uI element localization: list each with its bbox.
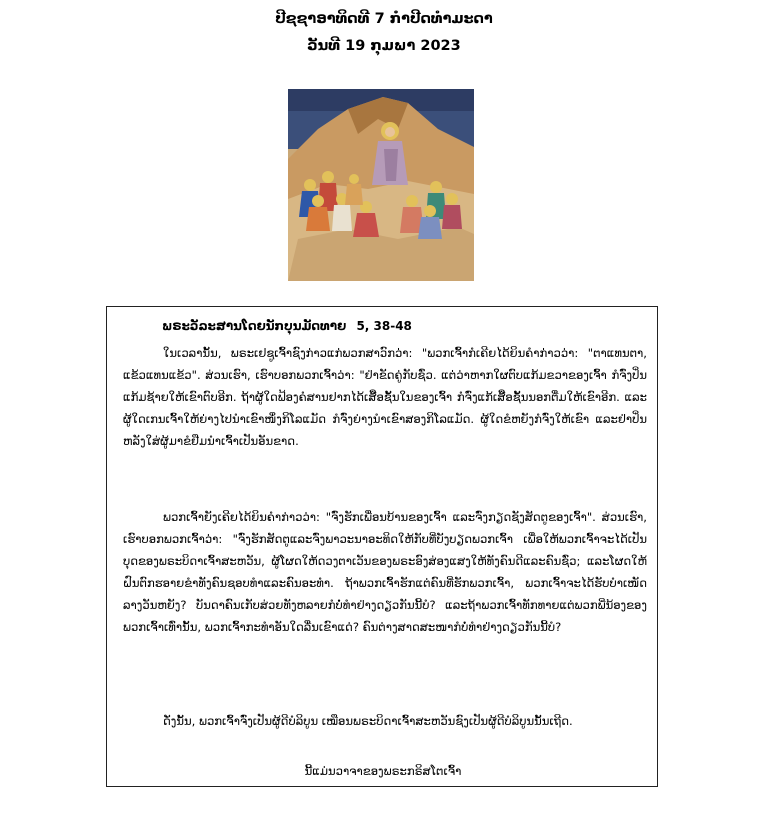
reading-reference: 5, 38-48 [356, 319, 412, 333]
gospel-reading-box [106, 306, 658, 787]
reading-heading [162, 318, 412, 334]
sermon-on-the-mount-painting-icon [288, 89, 474, 281]
page-title: ປີຊຊາອາທິດທີ 7 ກໍາປີດທໍາມະດາ [275, 11, 493, 27]
reading-title: ພຣະວັລະສານໂດຍນັກບຸນມັດທາຍ [162, 319, 347, 333]
reading-paragraph: ພວກເຈົ້າຍັງເຄີຍໄດ້ຍິນຄໍາກ່າວວ່າ: "ຈົ່ງຮັກເພື່ອນບ້ານຂອງເຈົ້າ ແລະຈົ່ງກຽດຊັງສັດຕູຂອງເຈົ້າ". ສ່ວນເຮົາ, ເຮົາບອກພວກເຈົ້າວ່າ: "ຈົ່ງຮັກສັດຕູແລະຈົ່ງພາວະນາອະທິດໃຫ້ກັບທີ່ບັງບຽດພວກເຈົ້າ ເພື່ອໃຫ້ພວກເຈົ້າຈະໄດ້ເປັນບຸດຂອງພຣະບິດາເຈົ້າສະຫວັນ, ຜູ້ໂຜດໃຫ້ດວງຕາເວັນຂອງພຣະອົງສ່ອງແສງໃຫ້ທັງຄົນດີແລະຄົນຊົ່ວ; ແລະໂຜດໃຫ້ຝົນຕົກຮອາຍຂຳທັງຄົນຊອບທຳແລະຄົນອະທຳ. ຖ້າພວກເຈົ້າຮັກແຕ່ຄົນທີ່ຮັກພວກເຈົ້າ, ພວກເຈົ້າຈະໄດ້ຮັບບຳເໜັດລາງວັນຫຍັງ? ບັນດາຄົນເກັບສ່ວຍທັງຫລາຍກໍບໍ່ທຳຢ່າງດຽວກັນນີ້ບໍ? ແລະຖ້າພວກເຈົ້າທັກທາຍແຕ່ພວກພີ່ນ້ອງຂອງພວກເຈົ້າເທົ່ານັ້ນ, ພວກເຈົ້າກະທຳອັນໃດລື່ນເຂົາແດ່? ຄົນຕ່າງສາດສະໜາກໍບໍ່ທຳຢ່າງດຽວກັນນີ້ບໍ? [123, 510, 647, 634]
reading-closing: ນີ້ແມ່ນວາຈາຂອງພຣະກຣິສໂຕເຈົ້າ [304, 764, 462, 778]
reading-paragraph: ໃນເວລານັ້ນ, ພຣະເຢຊູເຈົ້າຊົງກ່າວແກ່ພວກສາວົກວ່າ: "ພວກເຈົ້າກໍເຄີຍໄດ້ຍິນຄໍາກ່າວວ່າ: "ຕາແທນຕາ, ແຂ້ວແທນແຂ້ວ". ສ່ວນເຮົາ, ເຮົາບອກພວກເຈົ້າວ່າ: "ຢ່າຂັດຄູ່ກັບຊົ່ວ. ແຕ່ວ່າຫາກໃຜຕົບແກ້ມຂວາຂອງເຈົ້າ ກໍຈົ່ງປິ່ນແກ້ມຊ້າຍໃຫ້ເຂົາຕົບອີກ. ຖ້າຜູ້ໃດຟ້ອງຄໍສານຢາກໄດ້ເສື້ອຊັ້ນໃນຂອງເຈົ້າ ກໍຈົ່ງແກ້ເສື້ອຊັ້ນນອກຕື່ມໃຫ້ເຂົາອີກ. ແລະຜູ້ໃດເກນເຈົ້າໃຫ້ຍ່າງໄປນຳເຂົາໜຶ່ງກິໂລແມັດ ກໍຈົ່ງຍ່າງນຳເຂົາສອງກິໂລແມັດ. ຜູ້ໃດຂໍຫຍັງກໍຈົ່ງໃຫ້ເຂົາ ແລະຢ່າປິ່ນຫລັງໃສ່ຜູ້ມາຂໍຢືມນຳເຈົ້າເປັນອັນຂາດ. [123, 346, 647, 448]
reading-paragraph: ດັ່ງນັ້ນ, ພວກເຈົ້າຈົ່ງເປັນຜູ້ດີບໍລິບູນ ເໝືອນພຣະບິດາເຈົ້າສະຫວັນຊົງເປັນຜູ້ດີບໍລິບູນນັ້ນເຖີດ. [163, 714, 573, 728]
page-date: ວັນທີ 19 ກຸມພາ 2023 [307, 38, 461, 54]
